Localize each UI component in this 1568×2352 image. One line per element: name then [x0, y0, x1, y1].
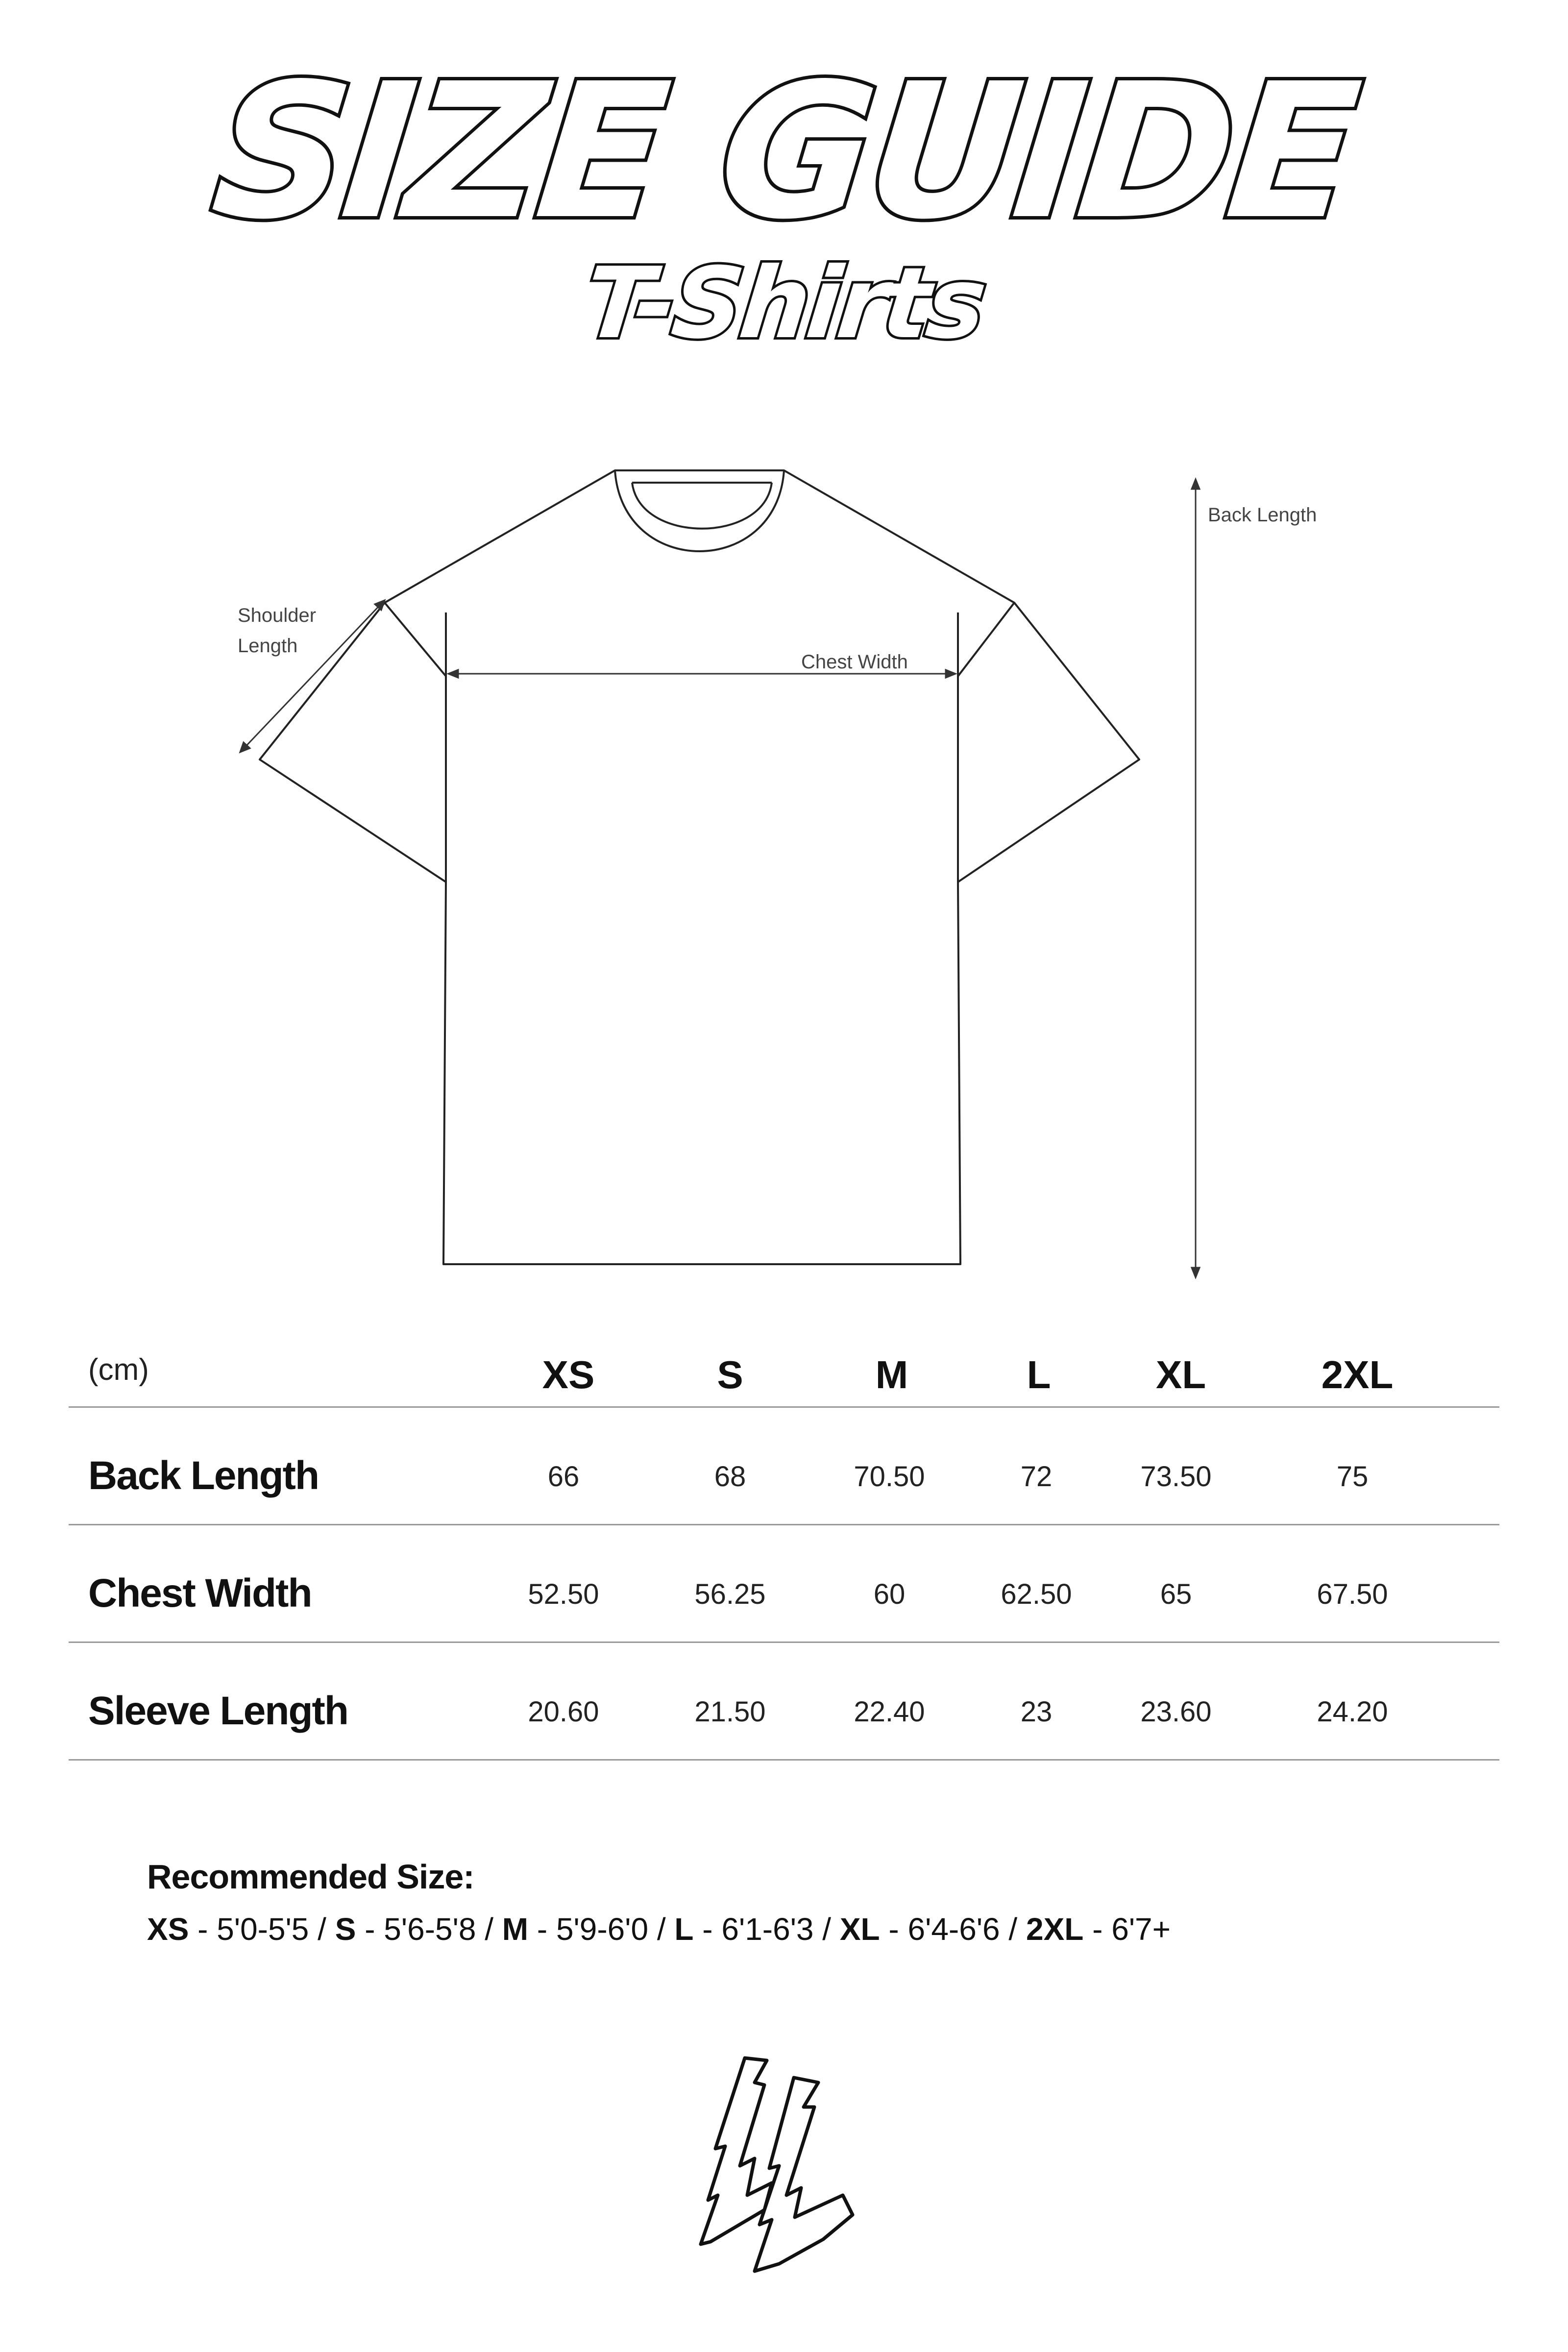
rec-size: S: [335, 1911, 356, 1947]
cell-value: 75: [1336, 1461, 1369, 1493]
rec-separator: /: [1000, 1911, 1026, 1947]
rec-separator: /: [648, 1911, 675, 1947]
cell-value: 72: [1020, 1461, 1053, 1493]
unit-label: (cm): [88, 1353, 149, 1387]
size-header-2xl: 2XL: [1321, 1353, 1394, 1396]
size-header-xs: XS: [542, 1353, 595, 1396]
cell-value: 22.40: [854, 1696, 925, 1728]
rec-separator: /: [476, 1911, 502, 1947]
size-header-xl: XL: [1155, 1353, 1206, 1396]
recommended-size-section: [147, 1857, 1171, 1947]
cell-value: 66: [547, 1461, 580, 1493]
rec-range: 5'0-5'5: [217, 1911, 309, 1947]
page-subtitle: T-Shirts: [579, 246, 989, 361]
rec-range: 5'6-5'8: [384, 1911, 476, 1947]
cell-value: 68: [714, 1461, 746, 1493]
rec-separator: /: [813, 1911, 840, 1947]
rec-range: 5'9-6'0: [556, 1911, 649, 1947]
chest-width-label: Chest Width: [801, 651, 908, 673]
recommended-size-list: [147, 1911, 1171, 1947]
rec-separator: /: [309, 1911, 335, 1947]
shoulder-label-line2: Length: [238, 635, 298, 657]
cell-value: 67.50: [1317, 1578, 1388, 1610]
shoulder-label-line1: Shoulder: [238, 605, 317, 626]
rec-dash: -: [880, 1911, 908, 1947]
brand-logo-icon: [681, 2048, 887, 2274]
rec-dash: -: [356, 1911, 384, 1947]
rec-dash: -: [1083, 1911, 1112, 1947]
row-label-back-length: Back Length: [88, 1453, 319, 1498]
size-header-m: M: [875, 1353, 908, 1396]
row-label-sleeve-length: Sleeve Length: [88, 1689, 348, 1733]
page-title: SIZE GUIDE: [204, 43, 1364, 260]
cell-value: 70.50: [854, 1461, 925, 1493]
rec-size: L: [674, 1911, 694, 1947]
table-row: [69, 1524, 1499, 1643]
rec-size: 2XL: [1026, 1911, 1084, 1947]
rec-range: 6'7+: [1111, 1911, 1171, 1947]
recommended-size-title: Recommended Size:: [147, 1858, 474, 1896]
cell-value: 21.50: [694, 1696, 766, 1728]
rec-dash: -: [528, 1911, 556, 1947]
shoulder-length-label: [238, 600, 316, 661]
cell-value: 56.25: [694, 1578, 766, 1610]
rec-dash: -: [693, 1911, 722, 1947]
size-table-header: [69, 1343, 1499, 1408]
cell-value: 23.60: [1140, 1696, 1212, 1728]
cell-value: 23: [1020, 1696, 1053, 1728]
title-block: [0, 43, 1568, 260]
table-row: [69, 1642, 1499, 1761]
subtitle-block: [0, 246, 1568, 361]
cell-value: 60: [873, 1578, 906, 1610]
table-row: [69, 1406, 1499, 1525]
tshirt-outline-icon: [0, 441, 1568, 1323]
rec-range: 6'4-6'6: [907, 1911, 1000, 1947]
cell-value: 52.50: [528, 1578, 599, 1610]
tshirt-diagram: [0, 441, 1568, 1323]
rec-size: XS: [147, 1911, 189, 1947]
rec-size: M: [502, 1911, 529, 1947]
cell-value: 62.50: [1001, 1578, 1072, 1610]
rec-size: XL: [839, 1911, 880, 1947]
rec-range: 6'1-6'3: [721, 1911, 814, 1947]
size-header-s: S: [717, 1353, 743, 1396]
cell-value: 73.50: [1140, 1461, 1212, 1493]
size-header-l: L: [1027, 1353, 1051, 1396]
row-label-chest-width: Chest Width: [88, 1571, 312, 1616]
rec-dash: -: [189, 1911, 217, 1947]
cell-value: 24.20: [1317, 1696, 1388, 1728]
back-length-label: Back Length: [1208, 504, 1317, 526]
cell-value: 20.60: [528, 1696, 599, 1728]
cell-value: 65: [1160, 1578, 1192, 1610]
